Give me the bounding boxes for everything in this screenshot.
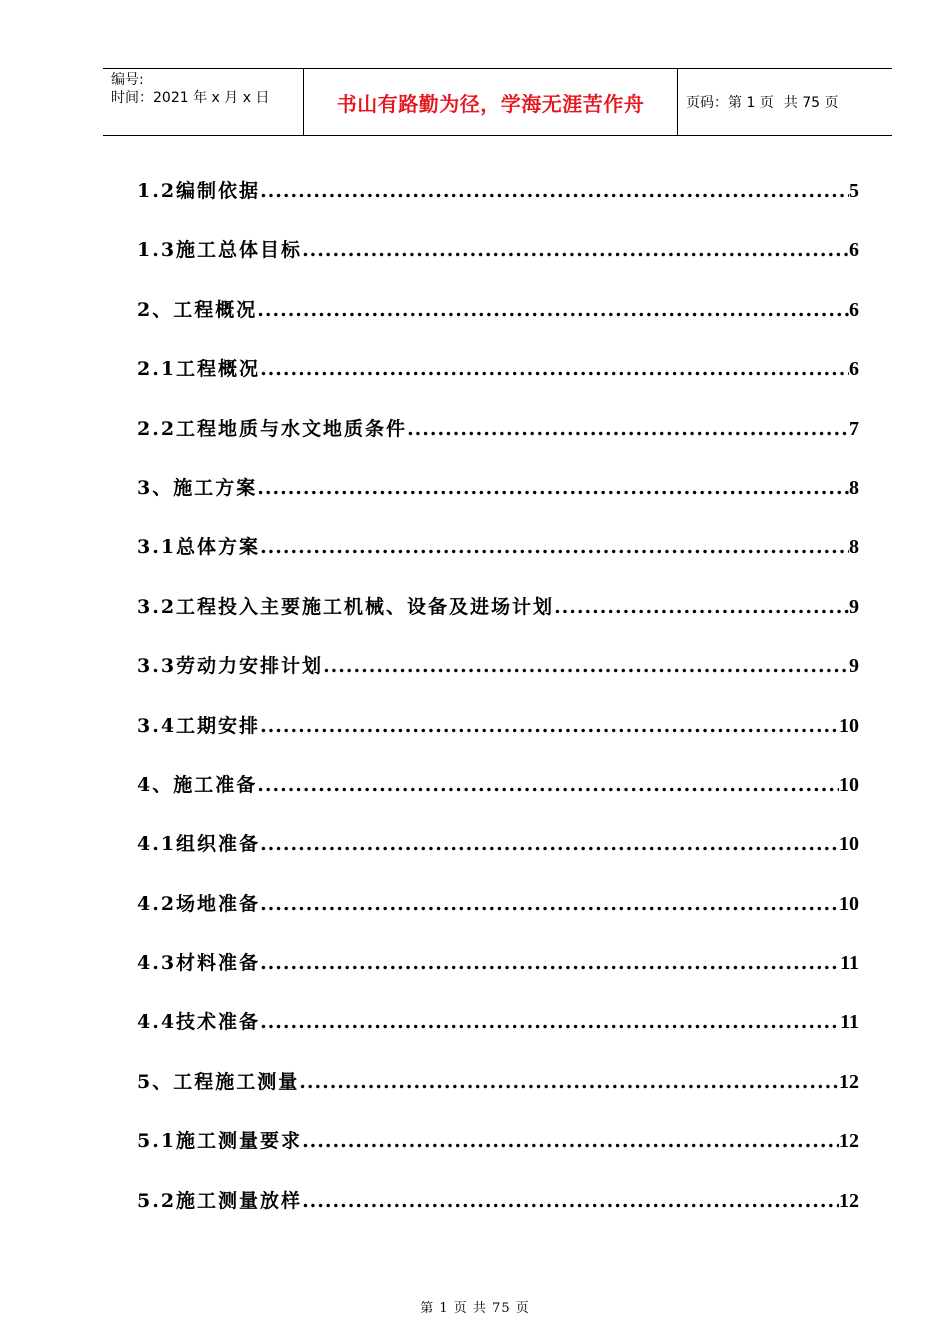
toc-leader-dots xyxy=(323,655,849,677)
toc-entry-title: 4.3材料准备 xyxy=(137,952,261,975)
toc-entry[interactable] xyxy=(137,176,859,235)
header-meta xyxy=(103,69,304,135)
toc-entry-title: 1.3施工总体目标 xyxy=(137,239,303,262)
toc-entry-page: 11 xyxy=(840,1011,859,1034)
toc-entry[interactable] xyxy=(137,948,859,1007)
toc-leader-dots xyxy=(260,536,849,558)
toc-entry-title: 2、工程概况 xyxy=(137,298,258,321)
toc-entry-title: 2.1工程概况 xyxy=(137,358,261,381)
page-header xyxy=(103,68,892,136)
document-date: 时间：2021 年 x 月 x 日 xyxy=(111,90,270,106)
toc-leader-dots xyxy=(299,1071,839,1093)
header-total-pages: 共 75 页 xyxy=(783,95,839,111)
toc-entry[interactable] xyxy=(137,1186,859,1245)
toc-entry-page: 10 xyxy=(839,714,859,737)
toc-entry-page: 6 xyxy=(849,358,859,381)
toc-entry[interactable] xyxy=(137,295,859,354)
toc-entry[interactable] xyxy=(137,532,859,591)
toc-entry[interactable] xyxy=(137,1007,859,1066)
toc-entry-title: 5.1施工测量要求 xyxy=(137,1130,303,1153)
toc-entry[interactable] xyxy=(137,889,859,948)
toc-entry[interactable] xyxy=(137,770,859,829)
toc-leader-dots xyxy=(407,418,849,440)
toc-entry-title: 4.2场地准备 xyxy=(137,892,261,915)
toc-entry-title: 3.1总体方案 xyxy=(137,536,261,559)
toc-entry-title: 4、施工准备 xyxy=(137,773,258,796)
toc-leader-dots xyxy=(260,1011,840,1033)
toc-entry-title: 3.4工期安排 xyxy=(137,714,261,737)
toc-entry[interactable] xyxy=(137,1067,859,1126)
toc-entry-page: 11 xyxy=(840,952,859,975)
toc-entry-title: 3.3劳动力安排计划 xyxy=(137,655,324,678)
toc-entry-page: 9 xyxy=(849,595,859,618)
toc-entry-title: 3.2工程投入主要施工机械、设备及进场计划 xyxy=(137,595,555,618)
toc-entry-page: 12 xyxy=(839,1070,859,1093)
toc-leader-dots xyxy=(257,477,849,499)
toc-entry[interactable] xyxy=(137,1126,859,1185)
toc-leader-dots xyxy=(260,180,849,202)
table-of-contents xyxy=(137,176,859,1245)
header-page-number: 页码：第 1 页 xyxy=(686,95,774,111)
page-footer: 第 1 页 共 75 页 xyxy=(420,1301,530,1316)
toc-entry-page: 5 xyxy=(849,180,859,202)
header-page-info xyxy=(678,69,892,135)
toc-leader-dots xyxy=(257,299,849,321)
toc-entry-title: 4.1组织准备 xyxy=(137,833,261,856)
toc-entry-page: 10 xyxy=(839,892,859,915)
toc-entry-page: 8 xyxy=(849,536,859,559)
toc-entry-page: 7 xyxy=(849,417,859,440)
toc-leader-dots xyxy=(260,952,840,974)
toc-entry-title: 5.2施工测量放样 xyxy=(137,1189,303,1212)
toc-leader-dots xyxy=(260,358,849,380)
toc-entry-page: 10 xyxy=(839,773,859,796)
header-motto: 书山有路勤为径，学海无涯苦作舟 xyxy=(304,69,678,135)
toc-entry[interactable] xyxy=(137,473,859,532)
toc-entry[interactable] xyxy=(137,711,859,770)
toc-entry-page: 6 xyxy=(849,298,859,321)
toc-entry[interactable] xyxy=(137,829,859,888)
toc-entry-page: 8 xyxy=(849,476,859,499)
toc-entry[interactable] xyxy=(137,592,859,651)
toc-entry-page: 10 xyxy=(839,833,859,856)
document-number-label: 编号: xyxy=(111,72,144,88)
toc-entry[interactable] xyxy=(137,414,859,473)
toc-leader-dots xyxy=(302,1190,839,1212)
toc-leader-dots xyxy=(257,774,839,796)
toc-leader-dots xyxy=(302,239,849,261)
toc-entry[interactable] xyxy=(137,235,859,294)
toc-entry-title: 4.4技术准备 xyxy=(137,1011,261,1034)
toc-leader-dots xyxy=(554,596,849,618)
toc-leader-dots xyxy=(260,833,839,855)
toc-entry-page: 12 xyxy=(839,1130,859,1153)
toc-leader-dots xyxy=(260,893,839,915)
toc-entry-page: 9 xyxy=(849,655,859,678)
toc-entry[interactable] xyxy=(137,354,859,413)
toc-leader-dots xyxy=(260,715,839,737)
toc-entry-title: 1.2编制依据 xyxy=(137,180,261,202)
toc-leader-dots xyxy=(302,1130,839,1152)
toc-entry-title: 5、工程施工测量 xyxy=(137,1070,300,1093)
toc-entry[interactable] xyxy=(137,651,859,710)
toc-entry-page: 6 xyxy=(849,239,859,262)
toc-entry-title: 3、施工方案 xyxy=(137,476,258,499)
toc-entry-title: 2.2工程地质与水文地质条件 xyxy=(137,417,408,440)
toc-entry-page: 12 xyxy=(839,1189,859,1212)
